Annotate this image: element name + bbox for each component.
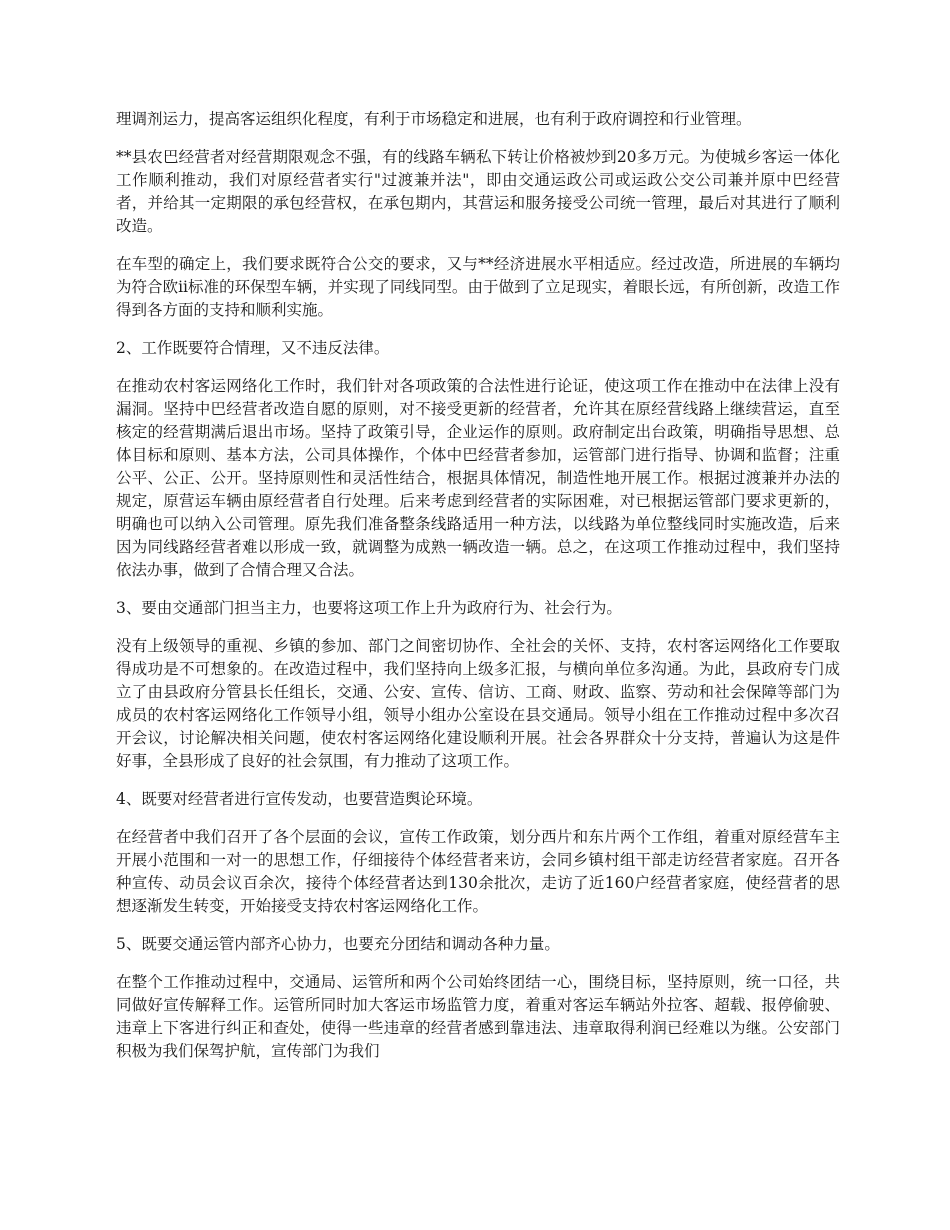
paragraph-7: 在整个工作推动过程中，交通局、运管所和两个公司始终团结一心，围绕目标，坚持原则，统一口径，共同做好宣传解释工作。运管所同时加大客运市场监管力度，着重对客运车辆站外拉客、超载、报停偷驶、违章上下客进行纠正和查处，使得一些违章的经营者感到靠违法、违章取得利润已经难以为继。公安部门积极为我们保驾护航，宣传部门为我们 — [116, 973, 840, 1060]
paragraph-4: 在推动农村客运网络化工作时，我们针对各项政策的合法性进行论证，使这项工作在推动中在法律上没有漏洞。坚持中巴经营者改造自愿的原则，对不接受更新的经营者，允许其在原经营线路上继续营运，直至核定的经营期满后退出市场。坚持了政策引导，企业运作的原则。政府制定出台政策，明确指导思想、总体目标和原则、基本方法，公司具体操作，个体中巴经营者参加，运管部门进行指导、协调和监督；注重公平、公正、公开。坚持原则性和灵活性结合，根据具体情况，制造性地开展工作。根据过渡兼并办法的规定，原营运车辆由原经营者自行处理。后来考虑到经营者的实际困难，对已根据运管部门要求更新的，明确也可以纳入公司管理。原先我们准备整条线路适用一种方法，以线路为单位整线同时实施改造，后来因为同线路经营者难以形成一致，就调整为成熟一辆改造一辆。总之，在这项工作推动过程中，我们坚持依法办事，做到了合情合理又合法。 — [116, 377, 840, 579]
paragraph-5: 没有上级领导的重视、乡镇的参加、部门之间密切协作、全社会的关怀、支持，农村客运网络化工作要取得成功是不可想象的。在改造过程中，我们坚持向上级多汇报，与横向单位多沟通。为此，县政府专门成立了由县政府分管县长任组长，交通、公安、宣传、信访、工商、财政、监察、劳动和社会保障等部门为成员的农村客运网络化工作领导小组，领导小组办公室设在县交通局。领导小组在工作推动过程中多次召开会议，讨论解决相关问题，使农村客运网络化建设顺利开展。社会各界群众十分支持，普遍认为这是件好事，全县形成了良好的社会氛围，有力推动了这项工作。 — [116, 637, 840, 770]
paragraph-2: **县农巴经营者对经营期限观念不强，有的线路车辆私下转让价格被炒到20多万元。为使城乡客运一体化工作顺利推动，我们对原经营者实行"过渡兼并法"，即由交通运政公司或运政公交公司兼并原中巴经营者，并给其一定期限的承包经营权，在承包期内，其营运和服务接受公司统一管理，最后对其进行了顺利改造。 — [116, 148, 840, 235]
document-body — [116, 108, 840, 1078]
paragraph-1: 理调剂运力，提高客运组织化程度，有利于市场稳定和进展，也有利于政府调控和行业管理。 — [116, 110, 752, 128]
section-heading-3: 3、要由交通部门担当主力，也要将这项工作上升为政府行为、社会行为。 — [116, 599, 622, 617]
section-heading-5: 5、既要交通运管内部齐心协力，也要充分团结和调动各种力量。 — [116, 935, 560, 953]
paragraph-3: 在车型的确定上，我们要求既符合公交的要求，又与**经济进展水平相适应。经过改造，所进展的车辆均为符合欧ii标准的环保型车辆，并实现了同线同型。由于做到了立足现实，着眼长远，有所创新，改造工作得到各方面的支持和顺利实施。 — [116, 255, 840, 319]
paragraph-6: 在经营者中我们召开了各个层面的会议，宣传工作政策，划分西片和东片两个工作组，着重对原经营车主开展小范围和一对一的思想工作，仔细接待个体经营者来访，会同乡镇村组干部走访经营者家庭。召开各种宣传、动员会议百余次，接待个体经营者达到130余批次，走访了近160户经营者家庭，使经营者的思想逐渐发生转变，开始接受支持农村客运网络化工作。 — [116, 828, 840, 915]
section-heading-2: 2、工作既要符合情理，又不违反法律。 — [116, 339, 390, 357]
section-heading-4: 4、既要对经营者进行宣传发动，也要营造舆论环境。 — [116, 790, 483, 808]
